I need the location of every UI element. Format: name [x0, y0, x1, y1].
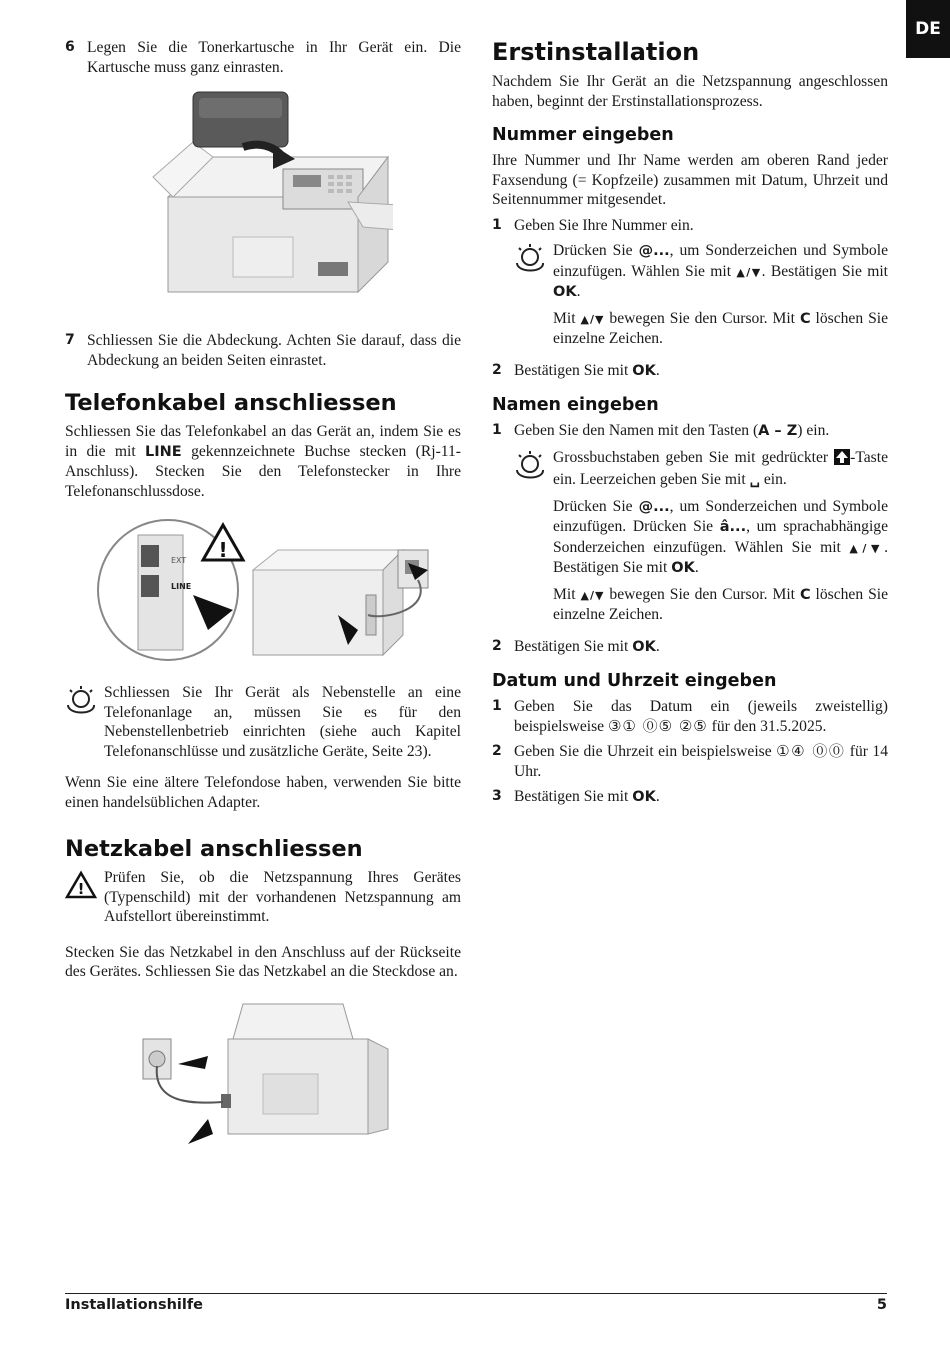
tip-text: Mit ▲/▼ bewegen Sie den Cursor. Mit C löschen Sie einzelne Zeichen. [553, 309, 889, 347]
right-column [492, 38, 888, 814]
name-tip-note [514, 448, 888, 631]
number-step-1: 1 Geben Sie Ihre Nummer ein. [492, 216, 694, 234]
name-step-2: 2 Bestätigen Sie mit OK. [492, 637, 660, 655]
name-step-1: 1 Geben Sie den Namen mit den Tasten (A – Z) ein. [492, 422, 830, 439]
svg-text:!: ! [77, 880, 85, 898]
phone-cable-illustration [83, 515, 443, 665]
lightbulb-icon [65, 683, 104, 767]
datetime-step-2: 2 Geben Sie die Uhrzeit ein beispielsweise ①④ ⓪⓪ für 14 Uhr. [492, 742, 888, 780]
warning-text: Prüfen Sie, ob die Netzspannung Ihres Gerätes (Typenschild) mit der vorhandenen Netzspannung am Aufstellort übereinstimmt. [104, 869, 461, 925]
lightbulb-icon [514, 448, 553, 631]
section-heading-setup: Erstinstallation [492, 38, 700, 66]
subheading-name: Namen eingeben [492, 395, 659, 415]
step-number: 7 [65, 332, 75, 348]
power-warning-note [65, 868, 461, 933]
step-number: 6 [65, 39, 75, 55]
step-text: Schliessen Sie die Abdeckung. Achten Sie darauf, dass die Abdeckung an beiden Seiten einrastet. [87, 332, 461, 369]
subheading-number: Nummer eingeben [492, 125, 674, 145]
shift-key-icon [834, 449, 850, 471]
section-heading-power: Netzkabel anschliessen [65, 836, 363, 862]
setup-intro: Nachdem Sie Ihr Gerät an die Netzspannung angeschlossen haben, beginnt der Erstinstallationsprozess. [492, 73, 888, 110]
datetime-step-1: 1 Geben Sie das Datum ein (jeweils zweistellig) beispielsweise ③① ⓪⑤ ②⑤ für den 31.5.2025. [492, 698, 888, 735]
tip-text: Schliessen Sie Ihr Gerät als Nebenstelle an eine Telefonanlage an, müssen Sie es für den Nebenstellenbetrieb einrichten (siehe auch Kapitel Telefonanschlüsse und zusätzliche Geräte, Seite 23). [104, 684, 461, 760]
subheading-datetime: Datum und Uhrzeit eingeben [492, 671, 777, 691]
step-text: Legen Sie die Tonerkartusche in Ihr Gerät ein. Die Kartusche muss ganz einrasten. [87, 39, 461, 76]
number-intro: Ihre Nummer und Ihr Name werden am oberen Rand jeder Faxsendung (= Kopfzeile) zusammen mit Datum, Uhrzeit und Seitennummer mitgesendet. [492, 152, 888, 208]
tip-text: Mit ▲/▼ bewegen Sie den Cursor. Mit C löschen Sie einzelne Zeichen. [553, 585, 889, 623]
toner-cartridge-illustration [133, 87, 393, 317]
phone-paragraph: Schliessen Sie das Telefonkabel an das Gerät an, indem Sie es in die mit LINE gekennzeichnete Buchse stecken (Rj-11-Anschluss). Stecken Sie den Telefonstecker in Ihre Telefonanschlussdose. [65, 423, 462, 500]
key-label: LINE [145, 443, 182, 460]
power-paragraph: Stecken Sie das Netzkabel in den Anschluss auf der Rückseite des Gerätes. Schliessen Sie das Netzkabel an die Steckdose an. [65, 943, 461, 980]
lightbulb-icon [514, 241, 553, 355]
tip-text: Grossbuchstaben geben Sie mit gedrückter -Taste ein. Leerzeichen geben Sie mit ␣ ein. [553, 448, 888, 488]
power-cable-illustration [133, 994, 393, 1154]
ext-label: EXT [171, 556, 187, 565]
line-label: LINE [171, 582, 192, 591]
svg-text:!: ! [218, 538, 228, 562]
page-number: 5 [876, 1297, 887, 1313]
phone-adapter-paragraph: Wenn Sie eine ältere Telefondose haben, verwenden Sie bitte einen handelsüblichen Adapter. [65, 774, 461, 811]
step-6 [65, 38, 461, 77]
language-tab: DE [906, 0, 950, 58]
footer-divider [65, 1293, 887, 1294]
footer-title: Installationshilfe [65, 1297, 204, 1313]
tip-text: Drücken Sie @..., um Sonderzeichen und Symbole einzufügen. Drücken Sie â..., um sprachabhängige Sonderzeichen einzufügen. Wählen Sie mit ▲/▼. Bestätigen Sie mit OK. [553, 497, 888, 576]
section-heading-phone: Telefonkabel anschliessen [65, 390, 397, 416]
number-step-2: 2 Bestätigen Sie mit OK. [492, 361, 660, 379]
warning-triangle-icon [65, 868, 104, 933]
phone-tip-note [65, 683, 461, 767]
datetime-step-3: 3 Bestätigen Sie mit OK. [492, 788, 660, 805]
step-7 [65, 331, 461, 370]
tip-text: Drücken Sie @..., um Sonderzeichen und Symbole einzufügen. Wählen Sie mit ▲/▼. Bestätigen Sie mit OK. [553, 242, 888, 300]
number-tip-note [514, 241, 888, 355]
left-column [65, 38, 461, 1154]
